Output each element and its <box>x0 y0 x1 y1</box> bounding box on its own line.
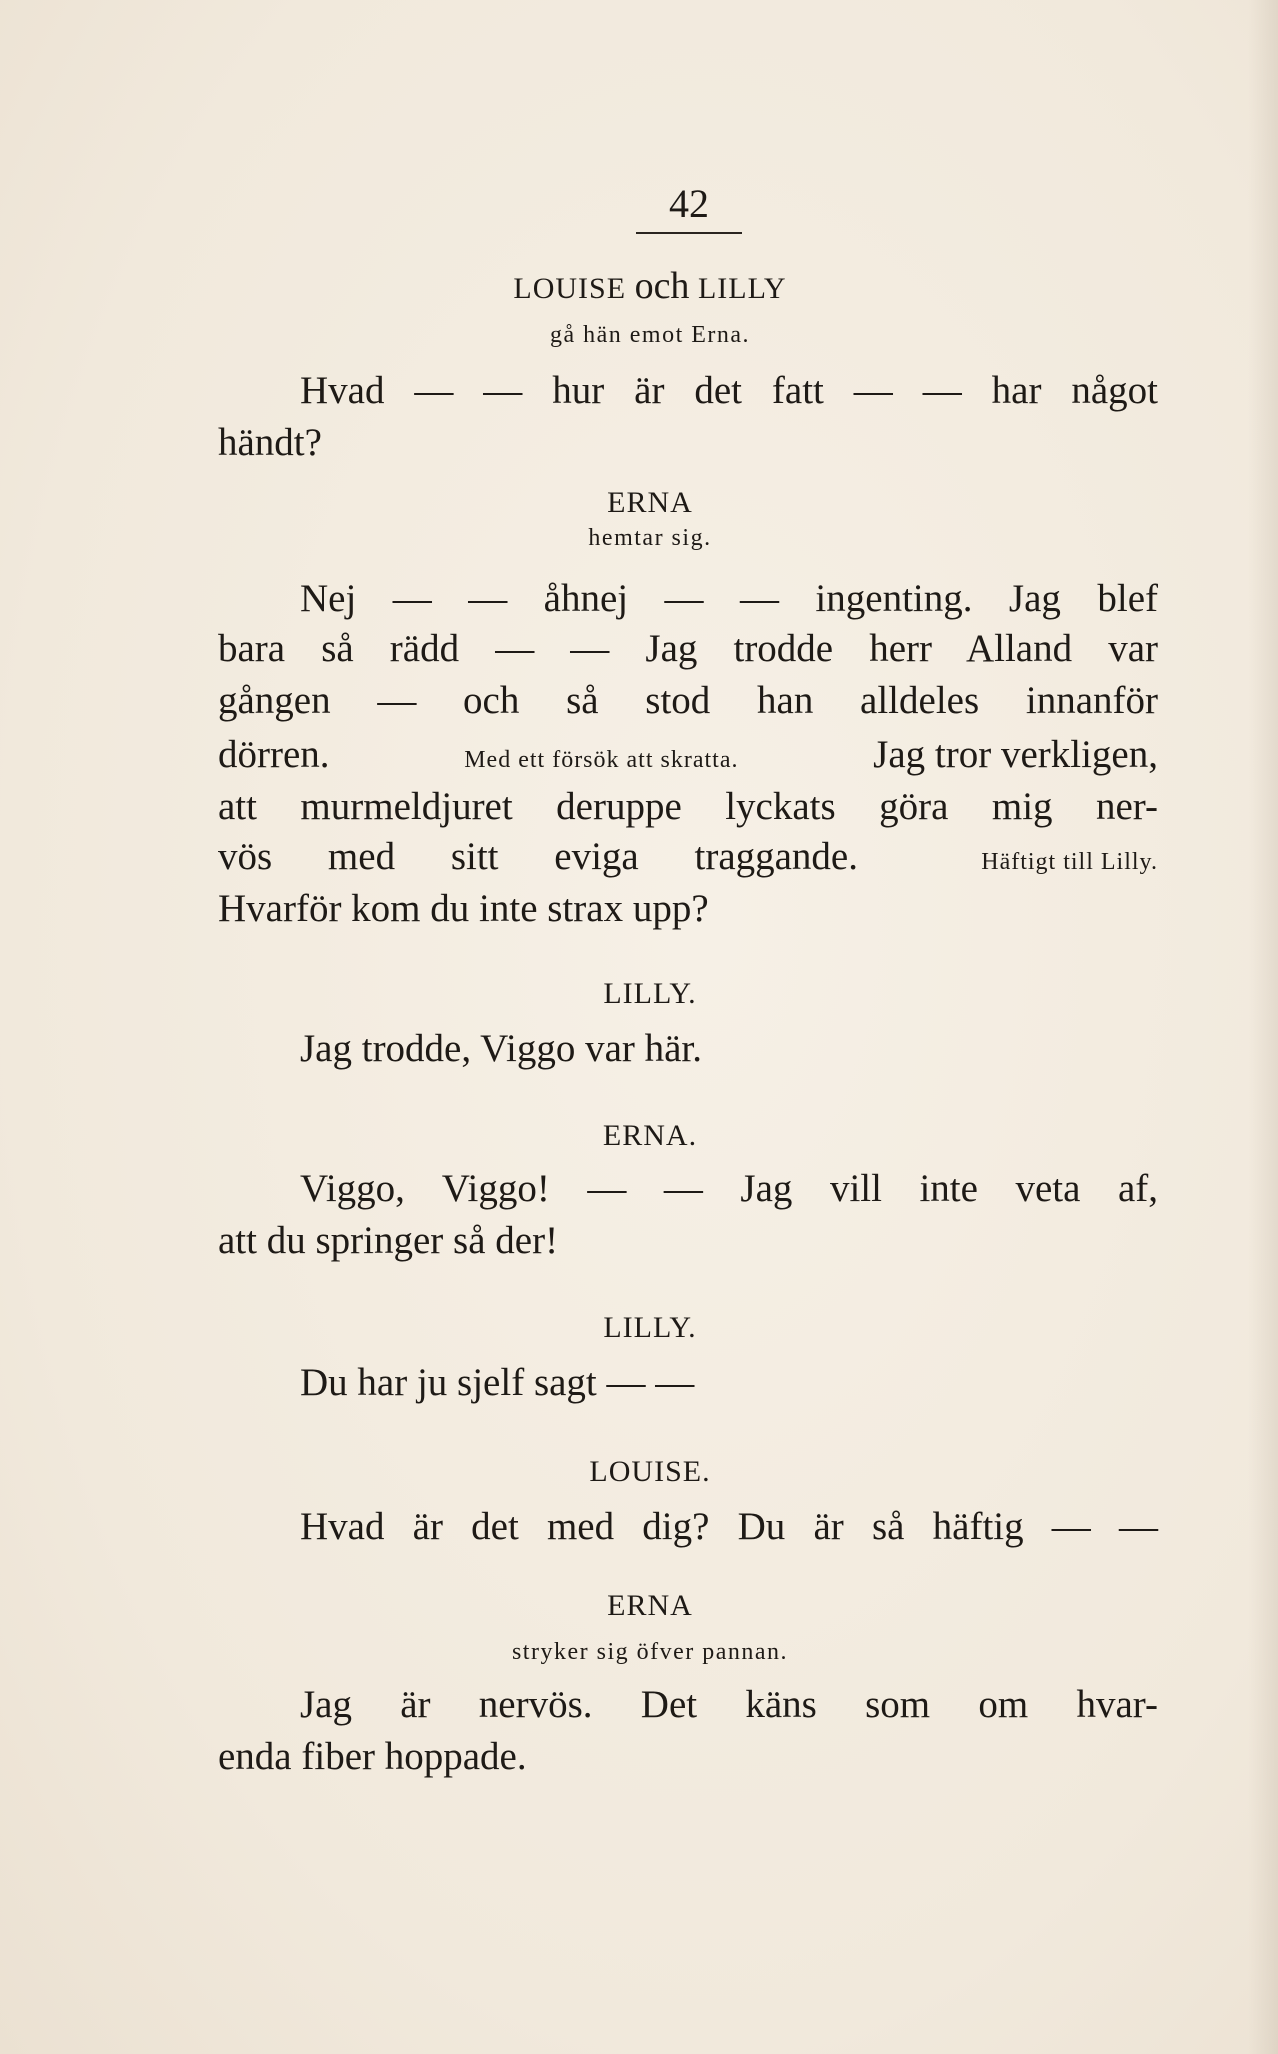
speaker-name: LOUISE <box>513 272 627 305</box>
speaker-name: LILLY <box>697 272 787 305</box>
inline-stage-direction: Med ett försök att skratta. <box>464 747 739 773</box>
dialogue-line: Jag är nervös. Det käns som om hvar- <box>300 1683 1158 1726</box>
dialogue-line-with-direction <box>218 832 1158 887</box>
inline-stage-direction: Häftigt till Lilly. <box>981 849 1158 875</box>
dialogue-line: Hvarför kom du inte strax upp? <box>218 887 709 930</box>
dialogue-line: händt? <box>218 421 322 464</box>
dialogue-line: Jag trodde, Viggo var här. <box>300 1027 703 1070</box>
speaker-heading: LILLY. <box>603 1311 697 1344</box>
dialogue-line: Hvad är det med dig? Du är så häftig — — <box>300 1505 1158 1548</box>
stage-direction: hemtar sig. <box>588 525 712 551</box>
dialogue-line: att murmeldjuret deruppe lyckats göra mig ner- <box>218 785 1158 828</box>
dialogue-text: Jag tror verkligen, <box>873 733 1158 776</box>
page-edge-shadow <box>1248 0 1278 2054</box>
dialogue-line: enda fiber hoppade. <box>218 1735 527 1778</box>
stage-direction: gå hän emot Erna. <box>549 322 751 348</box>
speaker-conjunction: och <box>634 265 690 307</box>
speaker-heading: ERNA. <box>602 1119 698 1152</box>
dialogue-line: Viggo, Viggo! — — Jag vill inte veta af, <box>300 1167 1158 1210</box>
dialogue-line: Du har ju sjelf sagt — — <box>300 1361 695 1404</box>
speaker-heading: ERNA <box>607 1589 693 1622</box>
speaker-heading: LILLY. <box>603 977 697 1010</box>
dialogue-line: Hvad — — hur är det fatt — — har något <box>300 369 1158 412</box>
stage-direction: stryker sig öfver pannan. <box>511 1639 789 1665</box>
speaker-heading <box>420 265 880 307</box>
dialogue-line: gången — och så stod han alldeles innanför <box>218 679 1158 722</box>
page-number-rule <box>636 232 742 234</box>
dialogue-line: att du springer så der! <box>218 1219 559 1262</box>
dialogue-line: Nej — — åhnej — — ingenting. Jag blef <box>300 577 1158 620</box>
page-number: 42 <box>669 181 709 226</box>
speaker-heading: ERNA <box>607 486 693 519</box>
dialogue-text: vös med sitt eviga traggande. <box>218 835 858 878</box>
dialogue-line: bara så rädd — — Jag trodde herr Alland var <box>218 627 1158 670</box>
dialogue-line-with-direction <box>218 730 1158 785</box>
dialogue-text: dörren. <box>218 733 330 776</box>
speaker-heading: LOUISE. <box>589 1455 711 1488</box>
